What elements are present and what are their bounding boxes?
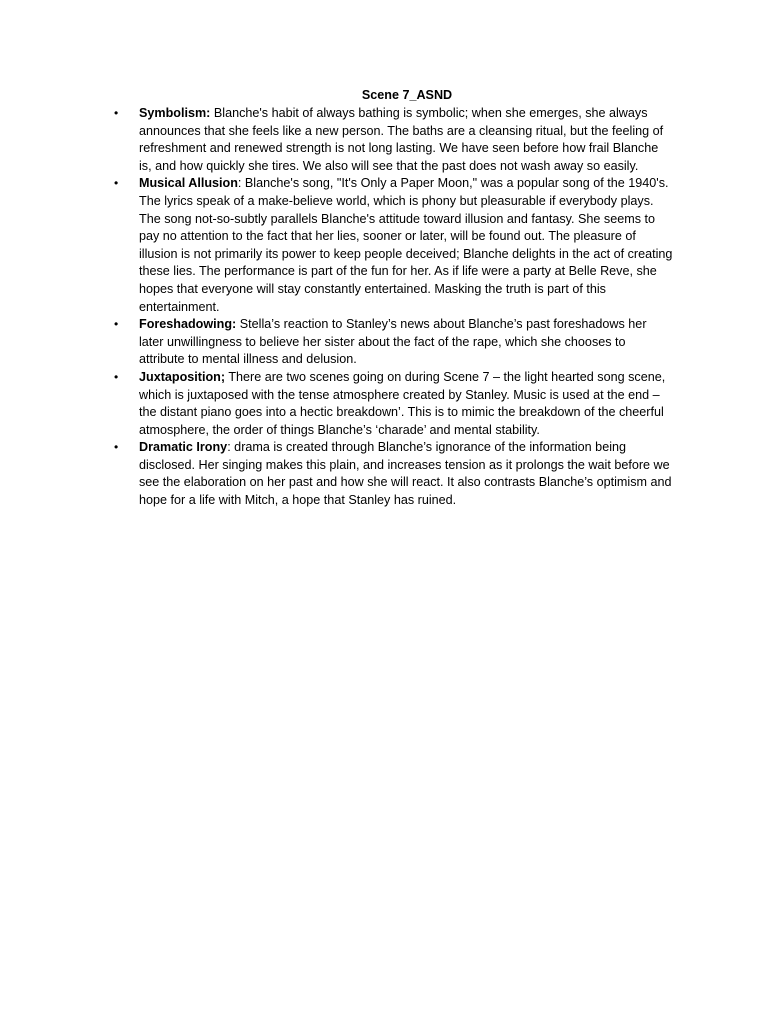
item-text: : drama is created through Blanche’s ignorance of the information being disclosed. Her singing makes this plain, and increases tension as it prolongs the wait before we see the elaboration on her past and how she will react. It also contrasts Blanche’s optimism and hope for a life with Mitch, a hope that Stanley has ruined. — [139, 440, 672, 508]
item-text: : Blanche's song, "It's Only a Paper Moon," was a popular song of the 1940's. The lyrics speak of a make-believe world, which is phony but pleasurable if everybody plays. The song not-so-subtly parallels Blanche's attitude toward illusion and fantasy. She seems to pay no attention to the fact that her lies, sooner or later, will be found out. The pleasure of illusion is not primarily its power to keep people deceived; Blanche delights in the act of creating these lies. The performance is part of the fun for her. As if life were a party at Belle Reve, she hopes that everyone will stay constantly entertained. Masking the truth is part of this entertainment. — [139, 176, 673, 314]
list-item-dramatic-irony — [114, 439, 673, 509]
list-item-juxtaposition — [114, 369, 673, 439]
bullet-icon: • — [114, 176, 119, 191]
item-term: Musical Allusion — [139, 176, 238, 191]
list-item-symbolism — [114, 105, 673, 175]
list-item-foreshadowing — [114, 316, 673, 369]
notes-list — [114, 105, 673, 510]
item-term: Foreshadowing: — [139, 317, 237, 332]
bullet-icon: • — [114, 440, 119, 455]
item-term: Symbolism: — [139, 106, 211, 120]
list-item-musical-allusion — [114, 175, 673, 316]
item-text: Stella’s reaction to Stanley’s news about Blanche’s past foreshadows her later unwillingness to believe her sister about the fact of the rape, which she chooses to attribute to mental illness and delusion. — [139, 317, 647, 367]
item-text: Blanche's habit of always bathing is symbolic; when she emerges, she always announces that she feels like a new person. The baths are a cleansing ritual, but the feeling of refreshment and renewed strength is not long lasting. We have seen before how frail Blanche is, and how quickly she tires. We also will see that the past does not wash away so easily. — [139, 106, 664, 173]
item-text: There are two scenes going on during Scene 7 – the light hearted song scene, which is juxtaposed with the tense atmosphere created by Stanley. Music is used at the end – the distant piano goes into a hectic breakdown’. This is to mimic the breakdown of the cheerful atmosphere, the order of things Blanche’s ‘charade’ and mental stability. — [139, 369, 666, 437]
bullet-icon: • — [114, 106, 119, 120]
item-term: Juxtaposition; — [139, 369, 226, 384]
bullet-icon: • — [114, 369, 119, 384]
item-term: Dramatic Irony — [139, 440, 228, 455]
bullet-icon: • — [114, 317, 119, 332]
document-title: Scene 7_ASND — [361, 88, 453, 102]
